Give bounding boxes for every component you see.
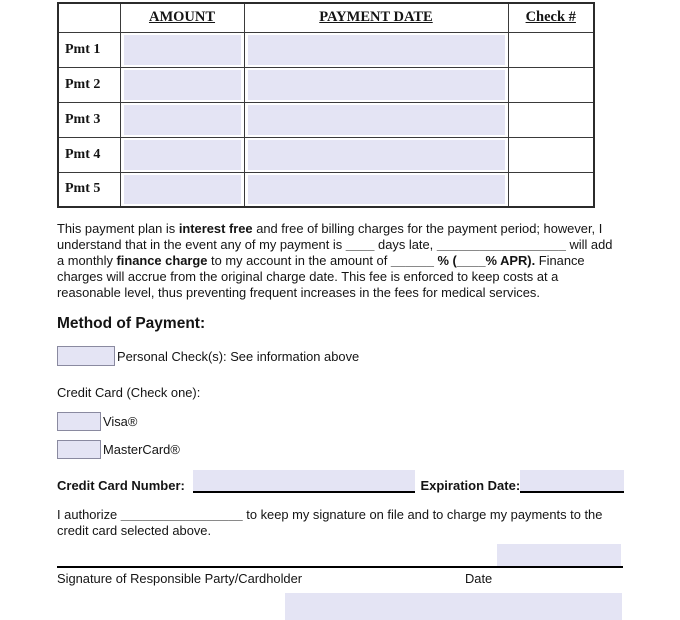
payment-date-input[interactable] <box>248 140 505 170</box>
terms-text: will add a monthly <box>57 237 613 268</box>
payment-date-cell <box>244 137 508 172</box>
expiration-date-label: Expiration Date: <box>420 478 521 493</box>
payment-date-input[interactable] <box>248 70 505 100</box>
table-row <box>58 137 594 172</box>
terms-text-bold: interest free <box>178 221 253 236</box>
signature-line <box>57 566 623 568</box>
terms-text: and free of billing charges for the payment period; however, I understand that in the event any of my payment is <box>57 221 603 252</box>
personal-check-label: Personal Check(s): See information above <box>117 348 360 364</box>
amount-cell <box>120 32 244 67</box>
col-header-check-number: Check # <box>508 3 594 32</box>
check-number-cell[interactable] <box>508 172 594 207</box>
amount-input[interactable] <box>124 35 241 65</box>
apr-blank: ______ % (____% APR). <box>390 253 536 268</box>
terms-text: This payment plan is <box>57 221 179 236</box>
amount-input[interactable] <box>124 175 241 205</box>
signature-block <box>57 544 623 587</box>
mastercard-row <box>57 440 680 459</box>
row-label-pmt5: Pmt 5 <box>58 172 120 207</box>
payment-date-cell <box>244 67 508 102</box>
row-label-pmt3: Pmt 3 <box>58 102 120 137</box>
authorize-prefix: I authorize <box>57 507 121 522</box>
col-header-empty <box>58 3 120 32</box>
check-number-cell[interactable] <box>508 102 594 137</box>
amount-input[interactable] <box>124 140 241 170</box>
authorize-suffix: to keep my signature on file and to charge my payments to the credit card selected above. <box>57 507 603 538</box>
table-row <box>58 172 594 207</box>
terms-text: Finance charges will accrue from the original charge date. This fee is enforced to keep costs at a reasonable level, thus preventing frequent increases in the fees for medical services. <box>57 253 585 300</box>
date-label: Date <box>465 571 493 586</box>
provider-name-blank: __________________ <box>436 237 566 252</box>
authorization-paragraph <box>57 507 623 539</box>
personal-check-checkbox[interactable] <box>57 346 115 366</box>
mastercard-checkbox[interactable] <box>57 440 101 459</box>
credit-card-choose-label: Credit Card (Check one): <box>57 385 201 400</box>
amount-input[interactable] <box>124 70 241 100</box>
col-header-amount: AMOUNT <box>120 3 244 32</box>
terms-paragraph <box>57 221 623 301</box>
amount-cell <box>120 67 244 102</box>
signature-party-label: Signature of Responsible Party/Cardholder <box>57 571 303 586</box>
card-number-line <box>57 470 680 493</box>
date-input[interactable] <box>497 544 621 566</box>
row-label-pmt1: Pmt 1 <box>58 32 120 67</box>
check-number-cell[interactable] <box>508 137 594 172</box>
amount-input[interactable] <box>124 105 241 135</box>
col-header-payment-date: PAYMENT DATE <box>244 3 508 32</box>
mastercard-label: MasterCard® <box>103 442 180 457</box>
table-row <box>58 67 594 102</box>
visa-checkbox[interactable] <box>57 412 101 431</box>
authorize-name-blank: _________________ <box>120 507 243 522</box>
terms-text: to my account in the amount of <box>207 253 391 268</box>
amount-cell <box>120 102 244 137</box>
table-header-row <box>58 3 594 32</box>
payment-date-cell <box>244 102 508 137</box>
amount-cell <box>120 172 244 207</box>
row-label-pmt4: Pmt 4 <box>58 137 120 172</box>
payment-date-input[interactable] <box>248 105 505 135</box>
check-number-cell[interactable] <box>508 32 594 67</box>
table-row <box>58 102 594 137</box>
row-label-pmt2: Pmt 2 <box>58 67 120 102</box>
table-row <box>58 32 594 67</box>
visa-label: Visa® <box>103 414 138 429</box>
payment-date-cell <box>244 32 508 67</box>
payment-date-input[interactable] <box>248 35 505 65</box>
payment-date-input[interactable] <box>248 175 505 205</box>
amount-cell <box>120 137 244 172</box>
card-number-input[interactable] <box>193 470 415 493</box>
days-late-blank: ____ <box>345 237 375 252</box>
check-number-cell[interactable] <box>508 67 594 102</box>
visa-row <box>57 412 680 431</box>
personal-check-row <box>57 346 680 366</box>
payment-date-cell <box>244 172 508 207</box>
card-number-label: Credit Card Number: <box>57 478 189 493</box>
terms-text-bold: finance charge <box>116 253 208 268</box>
terms-text: days late, <box>374 237 437 252</box>
payment-schedule-table <box>57 2 595 208</box>
signature-input[interactable] <box>285 593 622 620</box>
method-of-payment-heading: Method of Payment: <box>57 315 206 332</box>
expiration-date-input[interactable] <box>520 470 624 493</box>
signature-labels <box>57 571 623 587</box>
